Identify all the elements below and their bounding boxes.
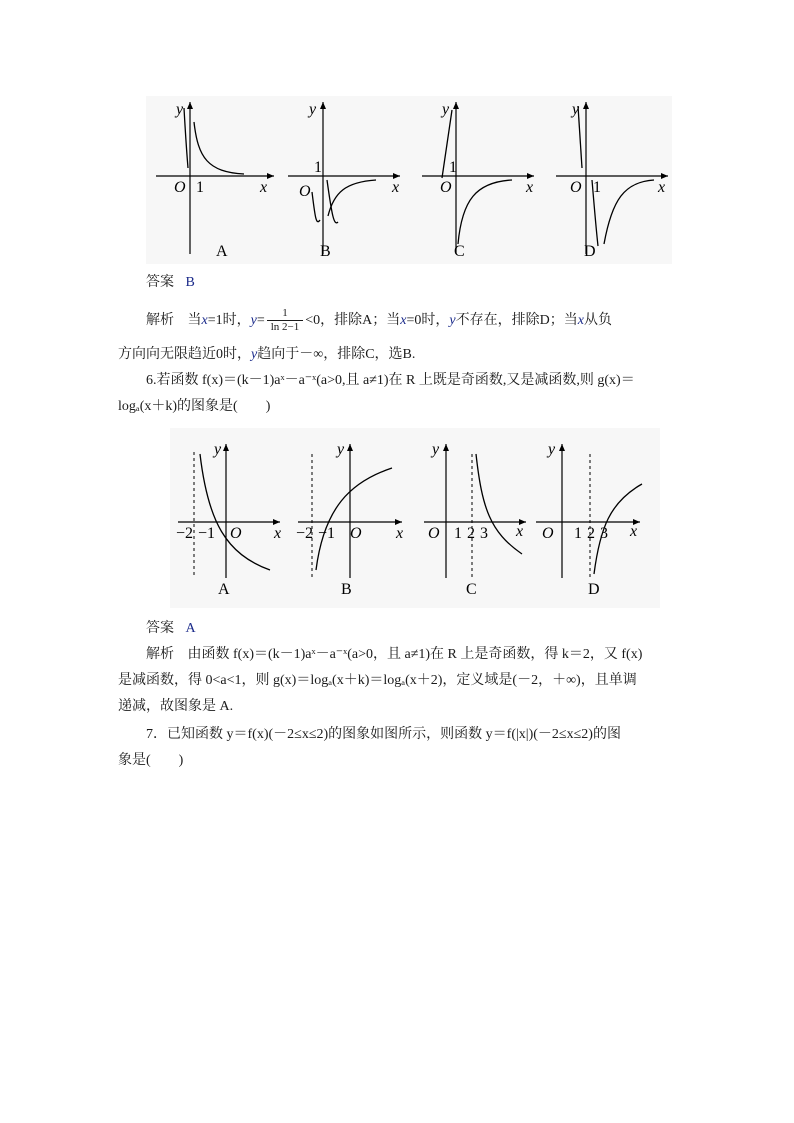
graph-q5-a	[156, 101, 274, 260]
option-caption-b: B	[341, 581, 352, 598]
analysis-text: 由函数 f(x)＝(k－1)aˣ－a⁻ˣ(a>0，且 a≠1)在 R 上是奇函数，得 k＝2，又 f(x)	[187, 647, 643, 662]
question-text: 6.若函数 f(x)＝(k－1)aˣ－a⁻ˣ(a>0,且 a≠1)在 R 上既是奇函数,又是减函数,则 g(x)＝	[146, 373, 635, 388]
math-var: y	[449, 313, 456, 328]
option-caption-b: B	[320, 243, 331, 260]
tick-label-minus-1: −1	[318, 525, 336, 542]
figure-q6-options	[170, 428, 660, 608]
tick-label-minus-1: −1	[198, 525, 216, 542]
text-run: 从负	[583, 313, 612, 328]
tick-label-2: 2	[587, 525, 595, 542]
q6-stem-line-2	[118, 394, 678, 420]
tick-label-1: 1	[593, 179, 601, 196]
text-run: =1时，	[207, 313, 251, 328]
question-text: 7．已知函数 y＝f(x)(－2≤x≤2)的图象如图所示，则函数 y＝f(|x|)(－2≤x≤2)的图	[146, 727, 621, 742]
tick-label-minus-2: −2	[296, 525, 314, 542]
tick-label-3: 3	[600, 525, 608, 542]
analysis-text: 是减函数，得 0<a<1，则 g(x)＝logₐ(x＋k)＝logₐ(x＋2)，定义域是(－2，＋∞)，且单调	[118, 673, 637, 688]
tick-label-1: 1	[196, 179, 204, 196]
q5-analysis-line-1	[146, 306, 706, 336]
option-caption-c: C	[454, 243, 465, 260]
origin-label: O	[350, 525, 362, 542]
fraction-numerator: 1	[267, 307, 304, 321]
answer-label: 答案	[146, 621, 174, 636]
origin-label: O	[428, 525, 440, 542]
q6-analysis-line-1	[146, 642, 706, 668]
origin-label: O	[299, 183, 311, 200]
q6-answer	[146, 616, 706, 642]
origin-label: O	[174, 179, 186, 196]
tick-label-1: 1	[454, 525, 462, 542]
option-caption-d: D	[588, 581, 600, 598]
question-text: 象是( )	[118, 753, 184, 768]
x-axis-label: x	[658, 179, 666, 196]
text-run: 方向向无限趋近0时，	[118, 347, 251, 362]
option-caption-a: A	[218, 581, 230, 598]
origin-label: O	[440, 179, 452, 196]
graph-q6-d	[536, 441, 642, 598]
origin-label: O	[230, 525, 242, 542]
q7-stem-line-2	[118, 748, 678, 774]
y-axis-label: y	[548, 441, 556, 458]
y-axis-label: y	[432, 441, 440, 458]
text-run: =0时，	[406, 313, 450, 328]
question-text: logₐ(x＋k)的图象是( )	[118, 399, 271, 414]
y-axis-label: y	[442, 101, 450, 118]
answer-value: B	[185, 275, 195, 290]
math-var: x	[400, 313, 407, 328]
q5-answer	[146, 270, 706, 296]
option-caption-a: A	[216, 243, 228, 260]
x-axis-label: x	[526, 179, 534, 196]
x-axis-label: x	[392, 179, 400, 196]
graph-q6-a	[176, 441, 281, 598]
option-caption-d: D	[584, 243, 596, 260]
text-run: 当	[187, 313, 202, 328]
analysis-label: 解析	[146, 647, 174, 662]
answer-value: A	[185, 621, 196, 636]
y-axis-label: y	[176, 101, 184, 118]
graph-q6-c	[424, 441, 526, 598]
tick-label-2: 2	[467, 525, 475, 542]
fraction	[267, 307, 304, 334]
q6-analysis-line-2	[118, 668, 678, 694]
y-axis-label: y	[309, 101, 317, 118]
math-var: y	[250, 313, 257, 328]
text-run: 不存在，排除D；当	[455, 313, 578, 328]
q5-analysis-line-2	[118, 342, 678, 368]
analysis-text: 递减，故图象是 A.	[118, 699, 234, 714]
origin-label: O	[542, 525, 554, 542]
analysis-label: 解析	[146, 313, 174, 328]
math-var: x	[201, 313, 208, 328]
x-axis-label: x	[516, 523, 524, 540]
figure-q5-options	[146, 96, 672, 264]
graph-q5-d	[556, 101, 668, 260]
graph-q5-c	[422, 101, 534, 260]
x-axis-label: x	[396, 525, 404, 542]
fraction-denominator: ln 2−1	[270, 321, 300, 334]
text-run: =	[256, 313, 265, 328]
y-axis-label: y	[337, 441, 345, 458]
tick-label-minus-2: −2	[176, 525, 194, 542]
graph-q5-b	[288, 101, 400, 260]
origin-label: O	[570, 179, 582, 196]
q6-analysis-line-3	[118, 694, 678, 720]
tick-label-3: 3	[480, 525, 488, 542]
option-caption-c: C	[466, 581, 477, 598]
tick-label-1: 1	[314, 159, 322, 176]
text-run: <0，排除A；当	[305, 313, 401, 328]
x-axis-label: x	[260, 179, 268, 196]
math-var: x	[577, 313, 584, 328]
answer-label: 答案	[146, 275, 174, 290]
math-var: y	[251, 347, 258, 362]
text-run: 趋向于－∞，排除C，选B.	[257, 347, 416, 362]
tick-label-1: 1	[449, 159, 457, 176]
q6-stem-line-1	[146, 368, 706, 394]
y-axis-label: y	[572, 101, 580, 118]
x-axis-label: x	[630, 523, 638, 540]
tick-label-1: 1	[574, 525, 582, 542]
graph-q6-b	[296, 441, 403, 598]
y-axis-label: y	[214, 441, 222, 458]
q7-stem-line-1	[146, 722, 706, 748]
x-axis-label: x	[274, 525, 282, 542]
